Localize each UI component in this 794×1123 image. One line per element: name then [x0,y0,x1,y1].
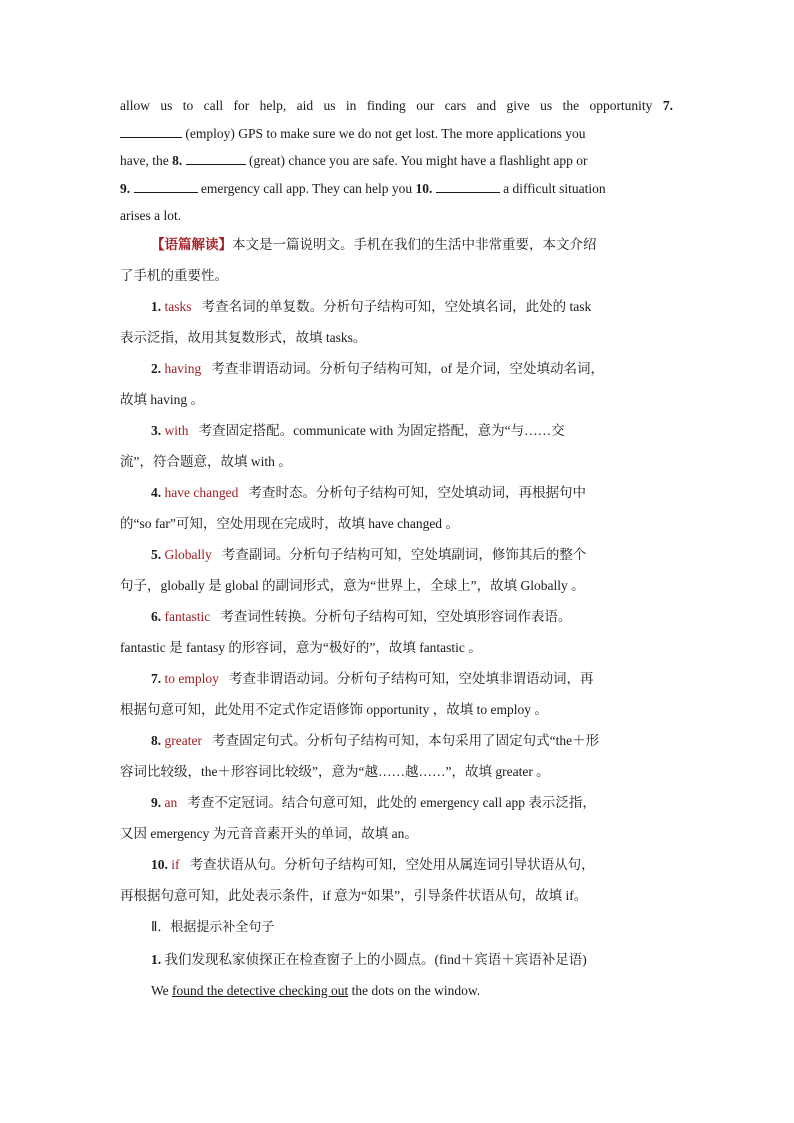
analysis-intro-line-2: 了手机的重要性。 [120,268,228,283]
answer-word: have changed [164,485,239,500]
answer-8-line-2: 容词比较级，the＋形容词比较级”，意为“越……越……”，故填 greater 。 [120,764,550,779]
answer-3-line-2: 流”，符合题意，故填 with 。 [120,454,292,469]
answer-2-line-2: 故填 having 。 [120,392,204,407]
passage-word: finding [366,98,406,113]
section-2-title: Ⅱ．根据提示补全句子 [151,920,275,935]
passage-line-2: (employ) GPS to make sure we do not get lost. The more applications you [120,124,673,144]
passage-word: for [233,98,250,113]
passage-word: call [203,98,224,113]
answer-10-line-1: 10. if 考查状语从句。分析句子结构可知，空处用从属连词引导状语从句， [151,857,595,872]
answer-word: to employ [164,671,219,686]
passage-line-1 [120,96,673,116]
blank-9 [134,179,198,193]
analysis-tag: 【语篇解读】 [151,237,232,252]
answer-4-line-1: 4. have changed 考查时态。分析句子结构可知，空处填动词，再根据句中 [151,485,586,500]
passage-word: 7. [662,98,673,113]
answer-word: if [171,857,180,872]
passage-word: and [476,98,497,113]
answer-10-line-2: 再根据句意可知，此处表示条件，if 意为“如果”，引导条件状语从句，故填 if。 [120,888,588,903]
answer-6-line-2: fantastic 是 fantasy 的形容词，意为“极好的”，故填 fantastic 。 [120,640,482,655]
passage-word: our [416,98,435,113]
passage-line-5: arises a lot. [120,208,182,223]
answer-word: an [164,795,178,810]
passage-word: aid [296,98,314,113]
answer-word: greater [164,733,202,748]
underlined-answer: found the detective checking out [172,983,349,998]
passage-word: in [345,98,357,113]
blank-8 [186,151,246,165]
answer-5-line-2: 句子，globally 是 global 的副词形式，意为“世界上，全球上”，故填 Globally 。 [120,578,585,593]
answer-1-line-2: 表示泛指，故用其复数形式，故填 tasks。 [120,330,367,345]
answer-7-line-2: 根据句意可知，此处用不定式作定语修饰 opportunity ，故填 to employ 。 [120,702,548,717]
answer-8-line-1: 8. greater 考查固定句式。分析句子结构可知，本句采用了固定句式“the＋形 [151,733,600,748]
answer-9-line-2: 又因 emergency 为元音音素开头的单词，故填 an。 [120,826,418,841]
passage-word: us [323,98,336,113]
blank-7 [120,124,182,138]
blank-10 [436,179,500,193]
answer-word: with [164,423,189,438]
answer-3-line-1: 3. with 考查固定搭配。communicate with 为固定搭配，意为“与……交 [151,423,565,438]
passage-word: us [540,98,553,113]
answer-7-line-1: 7. to employ 考查非谓语动词。分析句子结构可知，空处填非谓语动词，再 [151,671,594,686]
answer-4-line-2: 的“so far”可知，空处用现在完成时，故填 have changed 。 [120,516,459,531]
passage-word: opportunity [589,98,653,113]
passage-word: to [182,98,194,113]
passage-word: the [562,98,580,113]
passage-word: allow [120,98,150,113]
answer-2-line-1: 2. having 考查非谓语动词。分析句子结构可知，of 是介词，空处填动名词， [151,361,604,376]
answer-9-line-1: 9. an 考查不定冠词。结合句意可知，此处的 emergency call app 表示泛指， [151,795,596,810]
answer-5-line-1: 5. Globally 考查副词。分析句子结构可知，空处填副词，修饰其后的整个 [151,547,587,562]
passage-word: us [160,98,173,113]
passage-line-4: 9. emergency call app. They can help you 10. a difficult situation [120,181,606,196]
answer-1-line-1: 1. tasks 考查名词的单复数。分析句子结构可知，空处填名词，此处的 task [151,299,592,314]
answer-word: fantastic [164,609,211,624]
answer-word: tasks [164,299,192,314]
answer-word: Globally [164,547,212,562]
passage-word: give [506,98,530,113]
section-2-question-1: 1. 我们发现私家侦探正在检查窗子上的小圆点。(find＋宾语＋宾语补足语) [151,952,587,967]
passage-word: help, [259,98,287,113]
passage-word: cars [444,98,467,113]
answer-6-line-1: 6. fantastic 考查词性转换。分析句子结构可知，空处填形容词作表语。 [151,609,572,624]
passage-line-3: have, the 8. (great) chance you are safe. You might have a flashlight app or [120,153,588,168]
answer-word: having [164,361,202,376]
analysis-intro-line-1: 【语篇解读】本文是一篇说明文。手机在我们的生活中非常重要，本文介绍 [151,237,597,252]
section-2-answer-1: We found the detective checking out the dots on the window. [151,983,481,998]
